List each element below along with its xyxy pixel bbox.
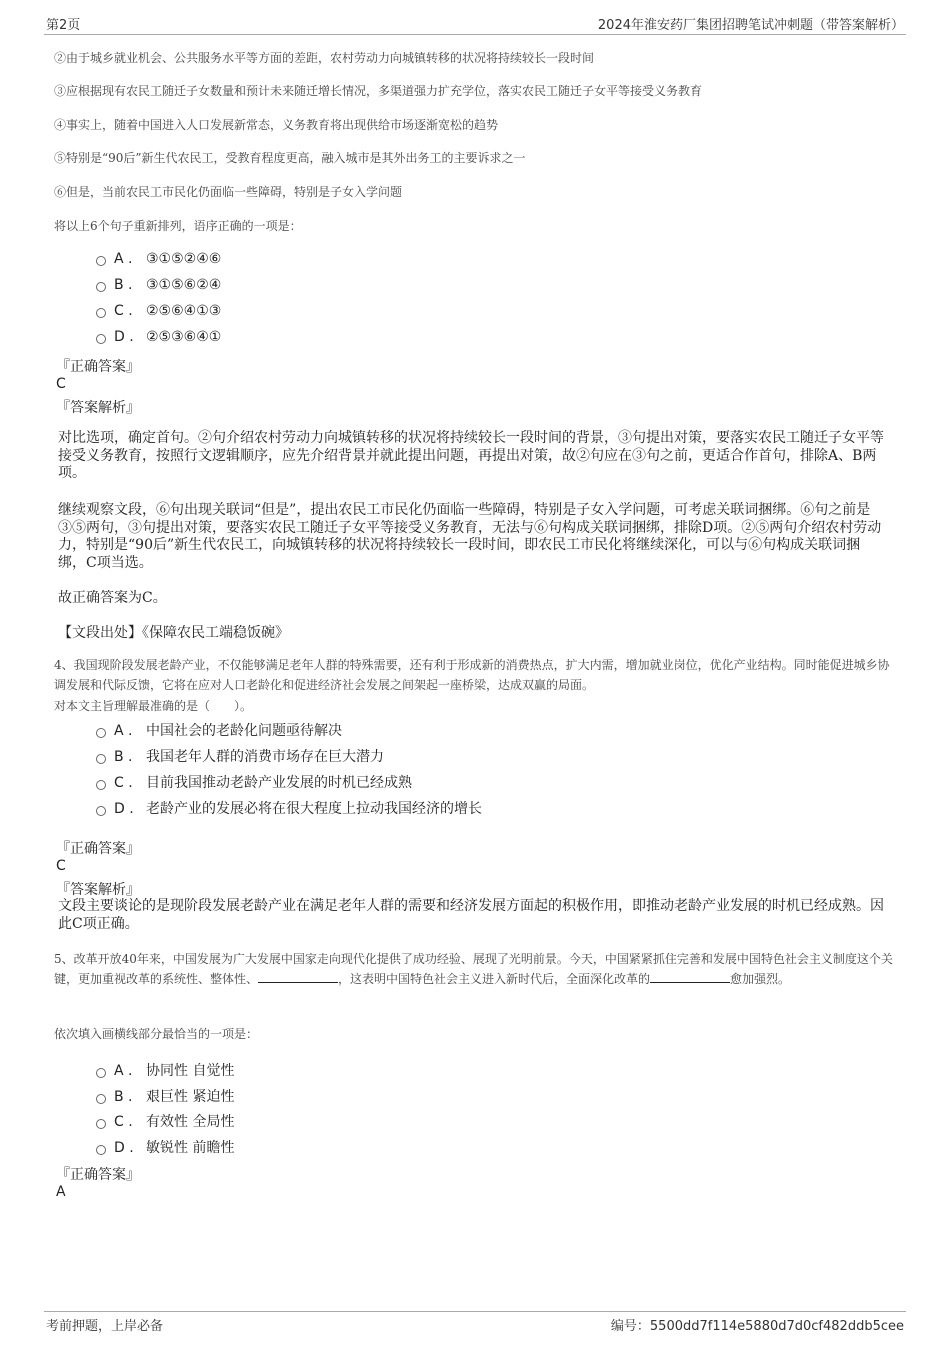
q3-option-a[interactable]: A . ③①⑤②④⑥ (96, 251, 221, 267)
q5-prompt: 依次填入画横线部分最恰当的一项是： (54, 1027, 259, 1041)
radio-icon[interactable] (96, 256, 106, 266)
page-footer (44, 1311, 906, 1336)
radio-icon[interactable] (96, 282, 106, 292)
radio-icon[interactable] (96, 1119, 106, 1129)
q5-option-c[interactable]: C . 有效性 全局性 (96, 1111, 234, 1131)
sentence-3: ③应根据现有农民工随迁子女数量和预计未来随迁增长情况，多渠道强力扩充学位，落实农民工随迁子女平等接受义务教育 (54, 84, 703, 98)
q4-option-b[interactable]: B . 我国老年人群的消费市场存在巨大潜力 (96, 746, 384, 766)
sentence-4: ④事实上，随着中国进入人口发展新常态，义务教育将出现供给市场逐渐宽松的趋势 (54, 118, 499, 132)
q4-answer-label: 『正确答案』 (56, 841, 140, 857)
q4-analysis-label: 『答案解析』 (56, 882, 140, 898)
q4-stem: 4、我国现阶段发展老龄产业，不仅能够满足老年人群的特殊需要，还有利于形成新的消费热点，扩大内需，增加就业岗位，优化产业结构。同时能促进城乡协调发展和代际反馈，它将在应对人口老龄化和促进经济社会发展之间架起一座桥梁，达成双赢的局面。 (54, 658, 890, 692)
blank-2 (650, 970, 730, 983)
q3-analysis-paragraph-3: 故正确答案为C。 (58, 590, 167, 606)
radio-icon[interactable] (96, 334, 106, 344)
footer-slogan: 考前押题，上岸必备 (46, 1319, 164, 1334)
q5-option-a[interactable]: A . 协同性 自觉性 (96, 1060, 234, 1080)
q3-option-b[interactable]: B . ③①⑤⑥②④ (96, 277, 221, 293)
q5-stem: 5、改革开放40年来，中国发展为广大发展中国家走向现代化提供了成功经验、展现了光明前景。今天，中国紧紧抓住完善和发展中国特色社会主义制度这个关键，更加重视改革的系统性、整体性、 ，这表明中国特色社会主义进入新时代后，全面深化改革的 愈加强烈。 (54, 952, 893, 986)
q3-analysis-paragraph-2: 继续观察文段，⑥句出现关联词“但是”，提出农民工市民化仍面临一些障碍，特别是子女入学问题，可考虑关联词捆绑。⑥句之前是③⑤两句，③句提出对策，要落实农民工随迁子女平等接受义务教育，无法与⑥句构成关联词捆绑，排除D项。②⑤两句介绍农村劳动力，特别是“90后”新生代农民工，向城镇转移的状况将持续较长一段时间，即农民工市民化将继续深化，可以与⑥句构成关联词捆绑，C项当选。 (58, 502, 882, 571)
q4-option-a[interactable]: A . 中国社会的老龄化问题亟待解决 (96, 720, 342, 740)
q3-answer-label: 『正确答案』 (56, 359, 140, 375)
page-header (44, 12, 906, 35)
q5-option-b[interactable]: B . 艰巨性 紧迫性 (96, 1086, 234, 1106)
page-number: 第2页 (46, 18, 81, 33)
q3-prompt: 将以上6个句子重新排列，语序正确的一项是： (54, 219, 302, 233)
q3-option-d[interactable]: D . ②⑤③⑥④① (96, 329, 221, 345)
radio-icon[interactable] (96, 754, 106, 764)
q3-source: 【文段出处】《保障农民工端稳饭碗》 (58, 625, 289, 641)
q5-answer-label: 『正确答案』 (56, 1167, 140, 1183)
radio-icon[interactable] (96, 728, 106, 738)
footer-code: 编号：5500dd7f114e5880d7d0cf482ddb5cee (610, 1319, 904, 1334)
radio-icon[interactable] (96, 780, 106, 790)
q5-option-d[interactable]: D . 敏锐性 前瞻性 (96, 1137, 234, 1157)
q4-analysis: 文段主要谈论的是现阶段发展老龄产业在满足老年人群的需要和经济发展方面起的积极作用，即推动老龄产业发展的时机已经成熟。因此C项正确。 (58, 898, 884, 932)
blank-1 (258, 970, 338, 983)
radio-icon[interactable] (96, 1094, 106, 1104)
q3-answer: C (56, 376, 66, 392)
q3-analysis-label: 『答案解析』 (56, 400, 140, 416)
sentence-6: ⑥但是，当前农民工市民化仍面临一些障碍，特别是子女入学问题 (54, 185, 403, 199)
q3-option-c[interactable]: C . ②⑤⑥④①③ (96, 303, 221, 319)
radio-icon[interactable] (96, 806, 106, 816)
q4-option-c[interactable]: C . 目前我国推动老龄产业发展的时机已经成熟 (96, 772, 412, 792)
radio-icon[interactable] (96, 1068, 106, 1078)
sentence-5: ⑤特别是“90后”新生代农民工，受教育程度更高，融入城市是其外出务工的主要诉求之一 (54, 151, 526, 165)
q4-answer: C (56, 858, 66, 874)
q4-option-d[interactable]: D . 老龄产业的发展必将在很大程度上拉动我国经济的增长 (96, 798, 482, 818)
q4-prompt: 对本文主旨理解最准确的是（ ）。 (54, 699, 253, 713)
q3-analysis-paragraph-1: 对比选项，确定首句。②句介绍农村劳动力向城镇转移的状况将持续较长一段时间的背景，③句提出对策，要落实农民工随迁子女平等接受义务教育，按照行文逻辑顺序，应先介绍背景并就此提出问题，再提出对策，故②句应在③句之前，更适合作首句，排除A、B两项。 (58, 430, 884, 481)
q5-answer: A (56, 1184, 66, 1200)
document-title: 2024年淮安药厂集团招聘笔试冲刺题（带答案解析） (597, 18, 904, 33)
sentence-2: ②由于城乡就业机会、公共服务水平等方面的差距，农村劳动力向城镇转移的状况将持续较长一段时间 (54, 51, 595, 65)
radio-icon[interactable] (96, 1145, 106, 1155)
radio-icon[interactable] (96, 308, 106, 318)
